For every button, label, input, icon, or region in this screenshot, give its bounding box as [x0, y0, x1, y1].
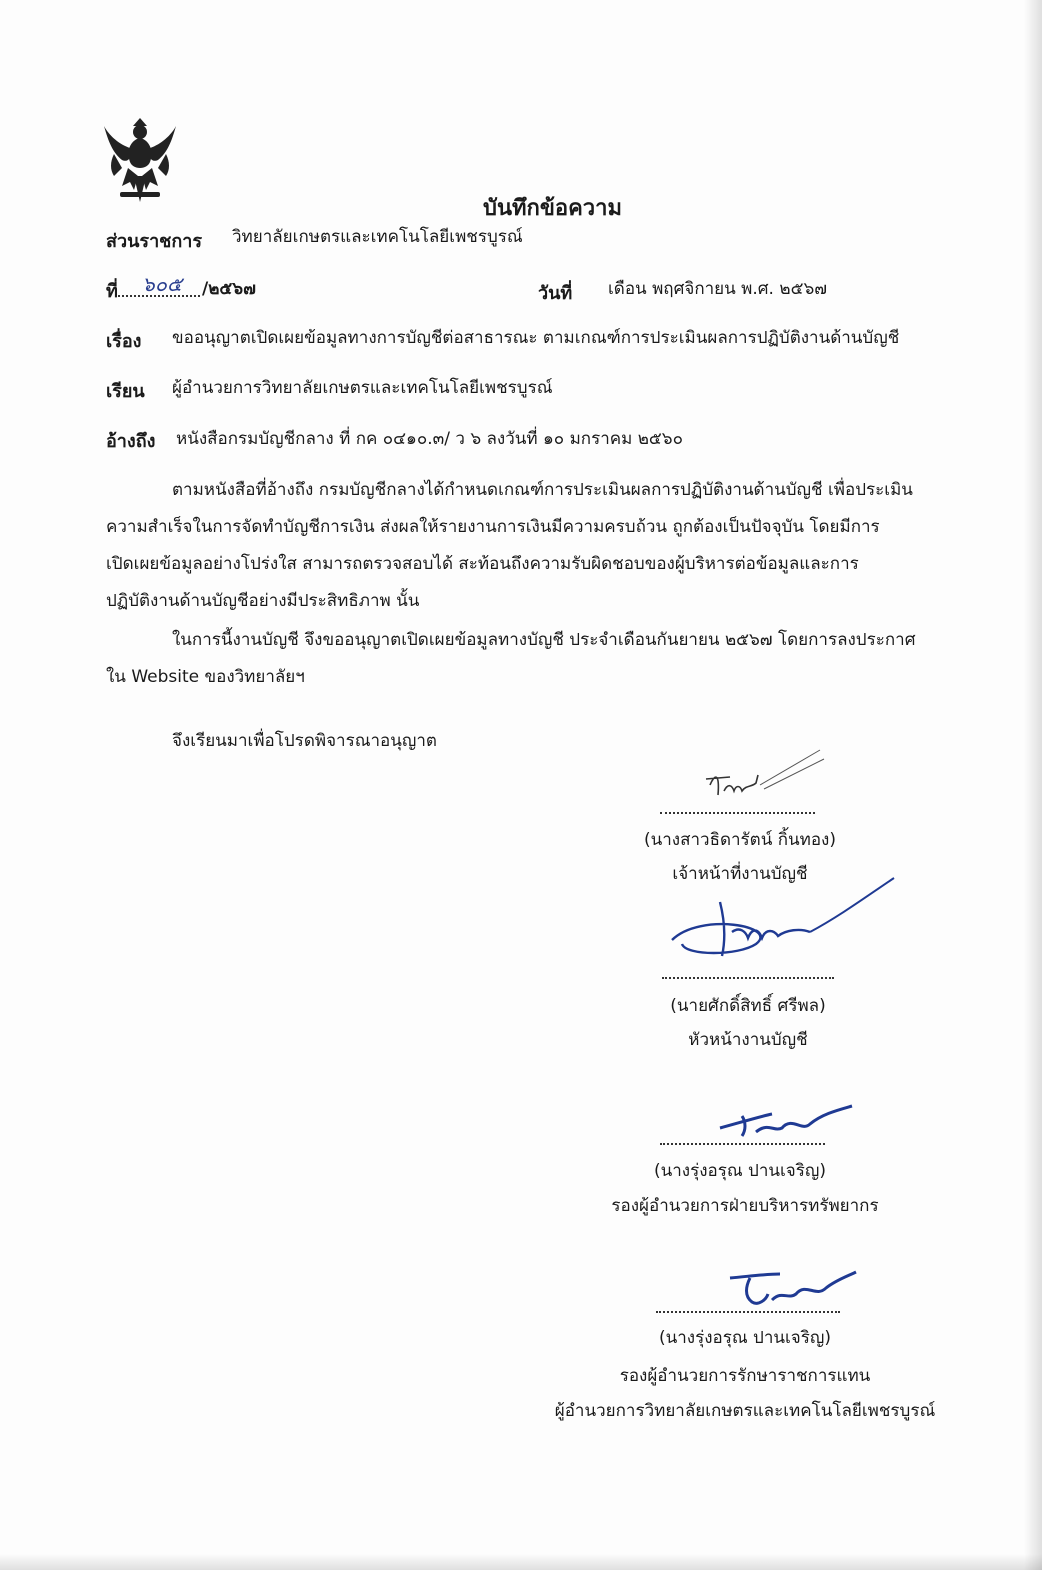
page-edge-shadow	[0, 1554, 1042, 1570]
signer-4-position-line-2: ผู้อำนวยการวิทยาลัยเกษตรและเทคโนโลยีเพชรบูรณ์	[554, 1401, 936, 1421]
memo-title: บันทึกข้อความ	[483, 196, 623, 221]
signature-3-icon	[712, 1102, 862, 1142]
agency-value: วิทยาลัยเกษตรและเทคโนโลยีเพชรบูรณ์	[232, 227, 523, 247]
ref-number-handwritten: ๖๐๕	[142, 272, 183, 296]
signer-1-position: เจ้าหน้าที่งานบัญชี	[672, 864, 808, 884]
paragraph-line: ความสำเร็จในการจัดทำบัญชีการเงิน ส่งผลให้รายงานการเงินมีความครบถ้วน ถูกต้องเป็นปัจจุบัน โดยมีการ	[106, 517, 880, 537]
body-paragraph-1	[106, 472, 936, 620]
signature-1-icon	[700, 745, 830, 810]
subject-value: ขออนุญาตเปิดเผยข้อมูลทางการบัญชีต่อสาธารณะ ตามเกณฑ์การประเมินผลการปฏิบัติงานด้านบัญชี	[172, 328, 900, 348]
signature-4-icon	[722, 1268, 862, 1310]
to-label: เรียน	[106, 381, 145, 402]
body-paragraph-2	[106, 622, 936, 696]
signer-2-name: (นายศักดิ์สิทธิ์ ศรีพล)	[670, 996, 826, 1016]
signer-4-position: รองผู้อำนวยการรักษาราชการแทน	[619, 1366, 871, 1386]
paragraph-line: ในการนี้งานบัญชี จึงขออนุญาตเปิดเผยข้อมูลทางบัญชี ประจำเดือนกันยายน ๒๕๖๗ โดยการลงประกาศ	[172, 630, 916, 650]
signature-2-icon	[660, 872, 900, 968]
ref-number-label: ที่	[106, 281, 118, 302]
reference-label: อ้างถึง	[106, 431, 156, 452]
paragraph-line: ใน Website ของวิทยาลัยฯ	[106, 667, 305, 687]
agency-label: ส่วนราชการ	[106, 231, 203, 252]
signer-3-position: รองผู้อำนวยการฝ่ายบริหารทรัพยากร	[611, 1196, 879, 1216]
signer-4-name: (นางรุ่งอรุณ ปานเจริญ)	[658, 1328, 832, 1348]
signer-2-position: หัวหน้างานบัญชี	[688, 1030, 808, 1050]
signature-1-line	[660, 812, 815, 814]
signature-3-line	[660, 1143, 825, 1145]
date-value: เดือน พฤศจิกายน พ.ศ. ๒๕๖๗	[608, 279, 828, 299]
paragraph-line: ตามหนังสือที่อ้างถึง กรมบัญชีกลางได้กำหนดเกณฑ์การประเมินผลการปฏิบัติงานด้านบัญชี เพื่อประเมิน	[172, 480, 913, 500]
to-value: ผู้อำนวยการวิทยาลัยเกษตรและเทคโนโลยีเพชรบูรณ์	[172, 378, 553, 398]
garuda-emblem-icon	[100, 118, 180, 206]
signer-3-name: (นางรุ่งอรุณ ปานเจริญ)	[653, 1161, 827, 1181]
page-edge-shadow	[1024, 0, 1042, 1570]
ref-number-suffix: /๒๕๖๗	[202, 279, 256, 299]
paragraph-line: ปฏิบัติงานด้านบัญชีอย่างมีประสิทธิภาพ นั้น	[106, 591, 420, 611]
signer-1-name: (นางสาวธิดารัตน์ กิ้นทอง)	[644, 830, 836, 850]
reference-value: หนังสือกรมบัญชีกลาง ที่ กค ๐๔๑๐.๓/ ว ๖ ลงวันที่ ๑๐ มกราคม ๒๕๖๐	[176, 429, 683, 449]
subject-label: เรื่อง	[106, 331, 142, 352]
ref-number-dotline	[118, 295, 200, 297]
date-label: วันที่	[538, 283, 573, 304]
closing-line: จึงเรียนมาเพื่อโปรดพิจารณาอนุญาต	[172, 731, 437, 751]
paragraph-line: เปิดเผยข้อมูลอย่างโปร่งใส สามารถตรวจสอบได้ สะท้อนถึงความรับผิดชอบของผู้บริหารต่อข้อมูลและการ	[106, 554, 859, 574]
signature-2-line	[662, 977, 834, 979]
signature-4-line	[656, 1311, 840, 1313]
